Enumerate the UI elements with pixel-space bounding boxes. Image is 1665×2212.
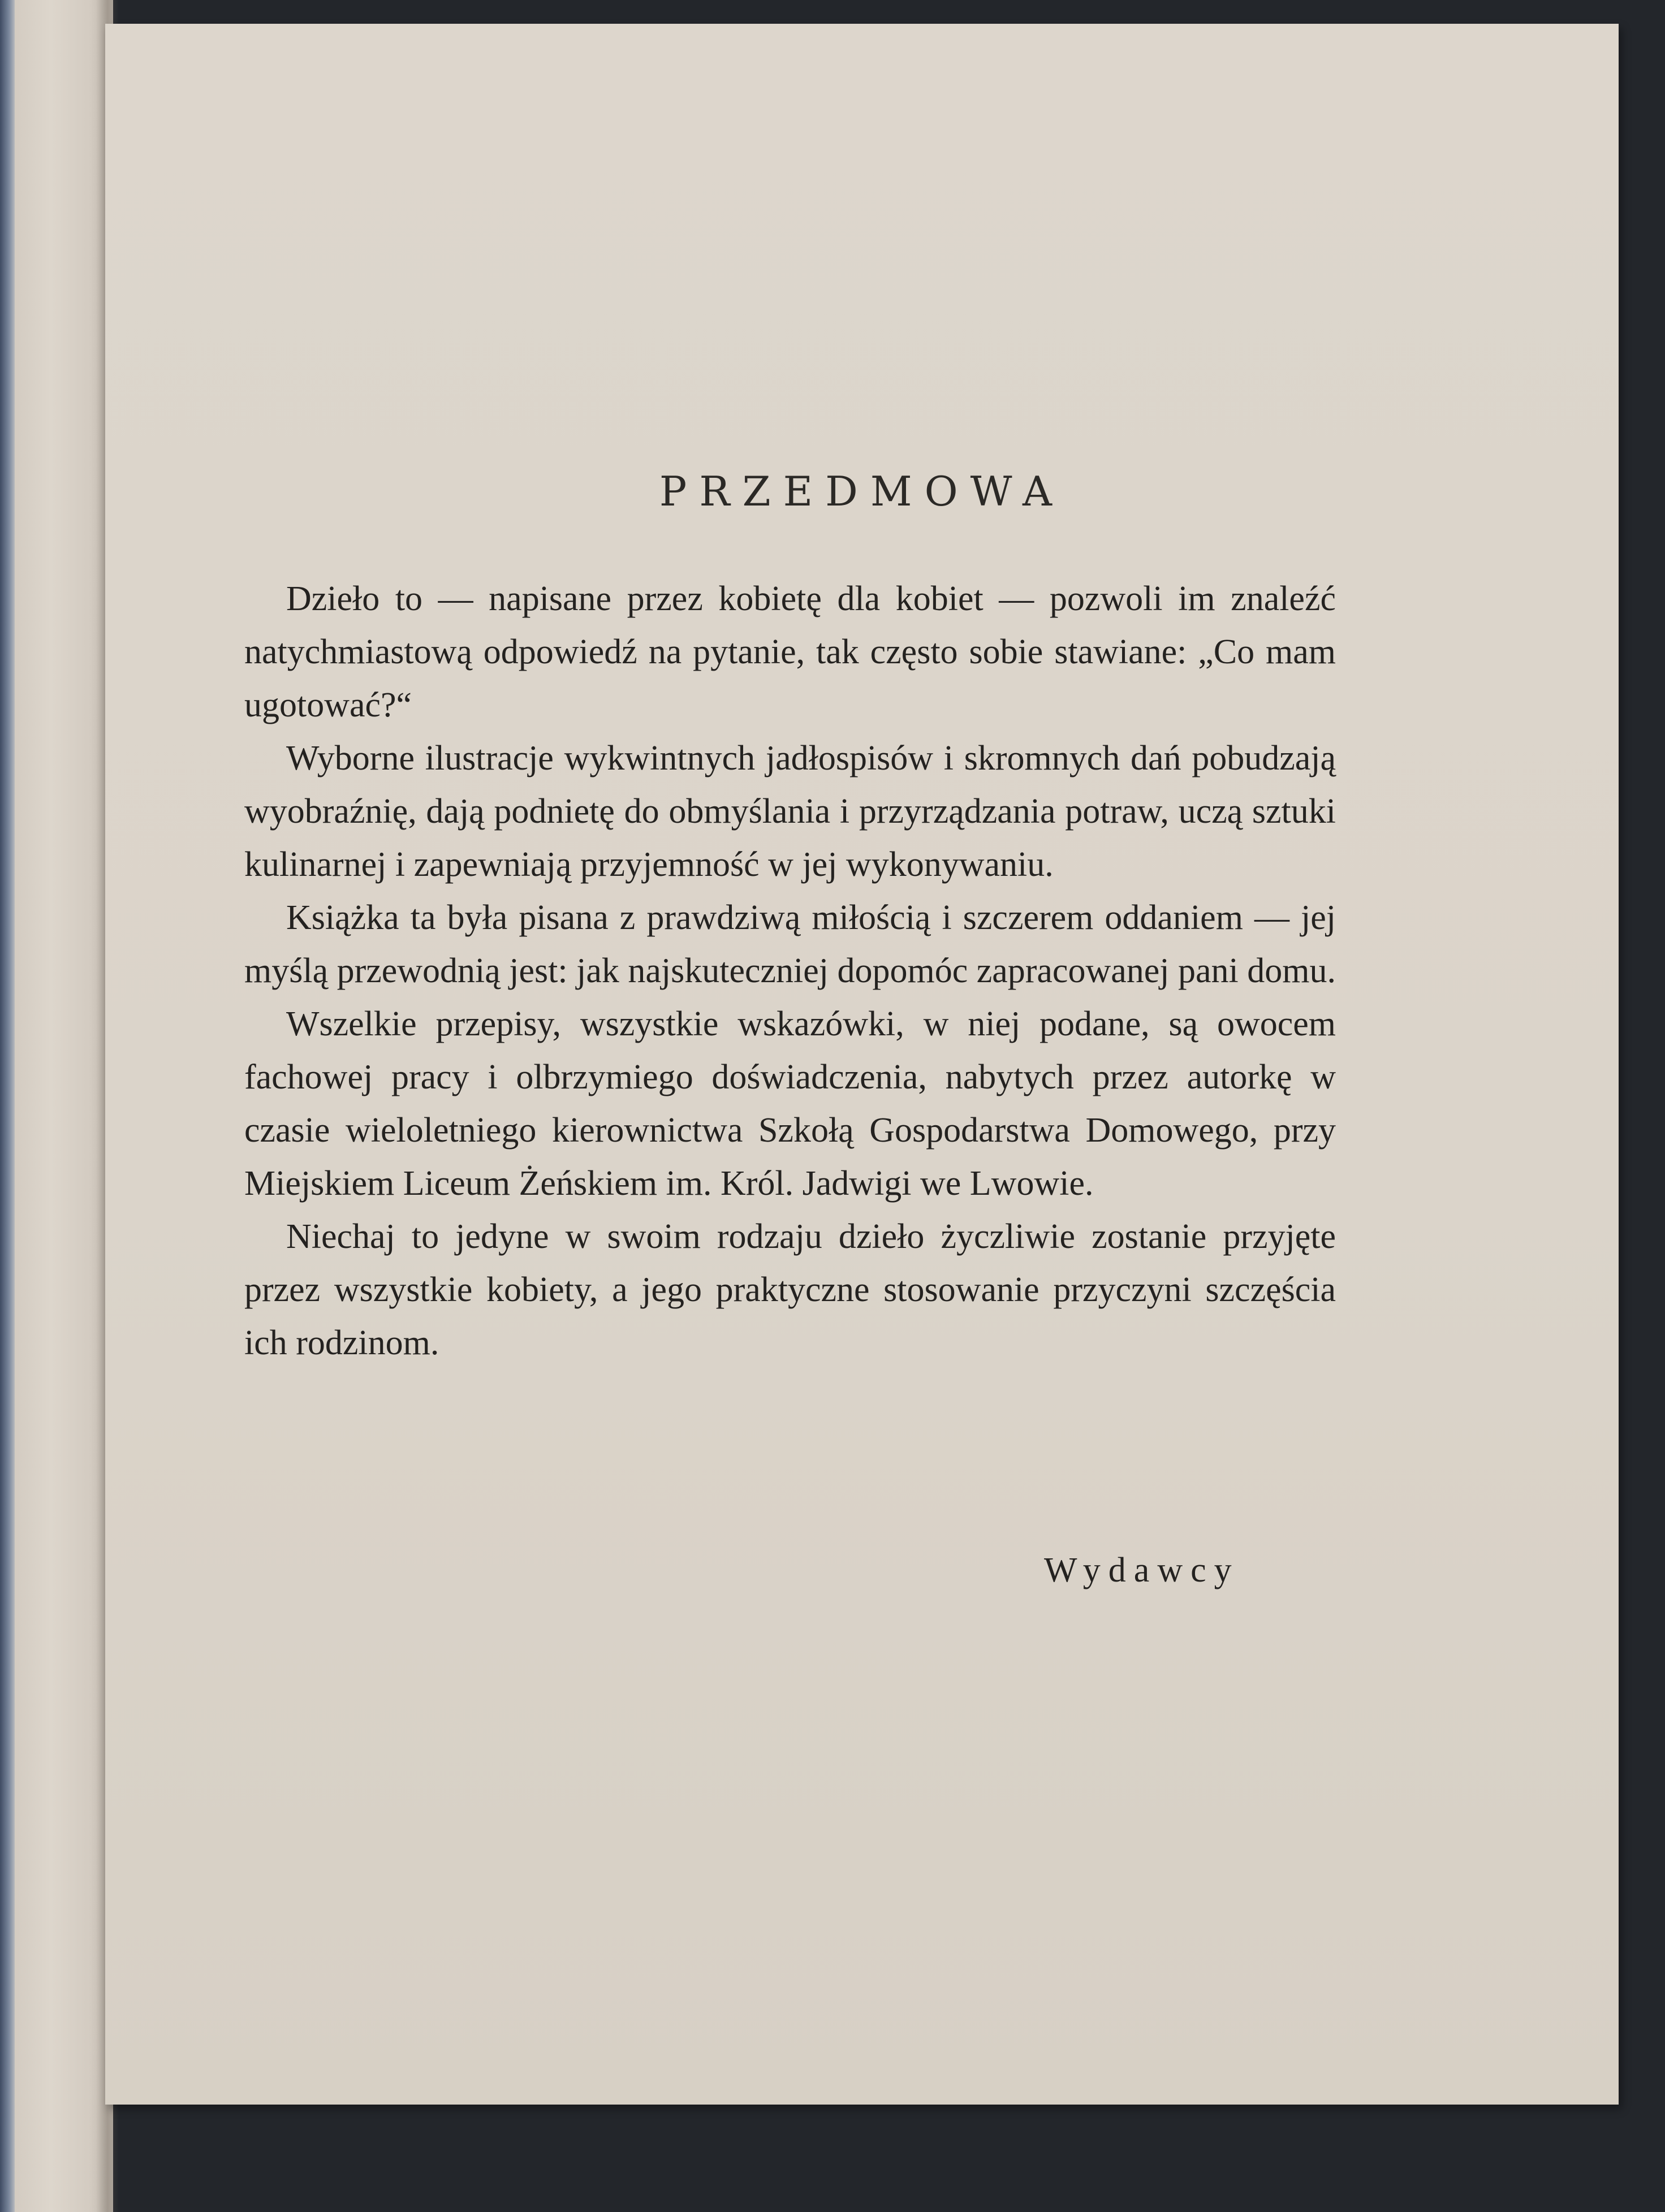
paragraph-3: Książka ta była pisana z prawdziwą miłością i szczerem oddaniem — jej myślą przewodnią jest: jak najskuteczniej dopomóc zapracowanej pani domu. — [244, 898, 1336, 990]
paragraph-1: Dzieło to — napisane przez kobietę dla kobiet — pozwoli im znaleźć natychmiastową odpowiedź na pytanie, tak często sobie stawiane: „Co mam ugotować?“ — [244, 580, 1336, 724]
paragraph-2: Wyborne ilustracje wykwintnych jadłospisów i skromnych dań pobudzają wyobraźnię, dają podnietę do obmyślania i przyrządzania potraw, uczą sztuki kulinarnej i zapewniają przyjemność w jej wykonywaniu. — [244, 739, 1336, 884]
paragraph-5: Niechaj to jedyne w swoim rodzaju dzieło życzliwie zostanie przyjęte przez wszystkie kobiety, a jego praktyczne stosowanie przyczyni szczęścia ich rodzinom. — [244, 1217, 1336, 1362]
preface-text — [244, 572, 1336, 1369]
paragraph-4: Wszelkie przepisy, wszystkie wskazówki, w niej podane, są owocem fachowej pracy i olbrzymiego doświadczenia, nabytych przez autorkę w czasie wieloletniego kierownictwa Szkołą Gospodarstwa Domowego, przy Miejskiem Liceum Żeńskiem im. Król. Jadwigi we Lwowie. — [244, 1005, 1336, 1203]
page-heading: PRZEDMOWA — [659, 468, 1065, 515]
signature: Wydawcy — [1044, 1551, 1240, 1589]
book-cover-edge — [0, 0, 15, 2212]
book-page — [105, 24, 1619, 2105]
